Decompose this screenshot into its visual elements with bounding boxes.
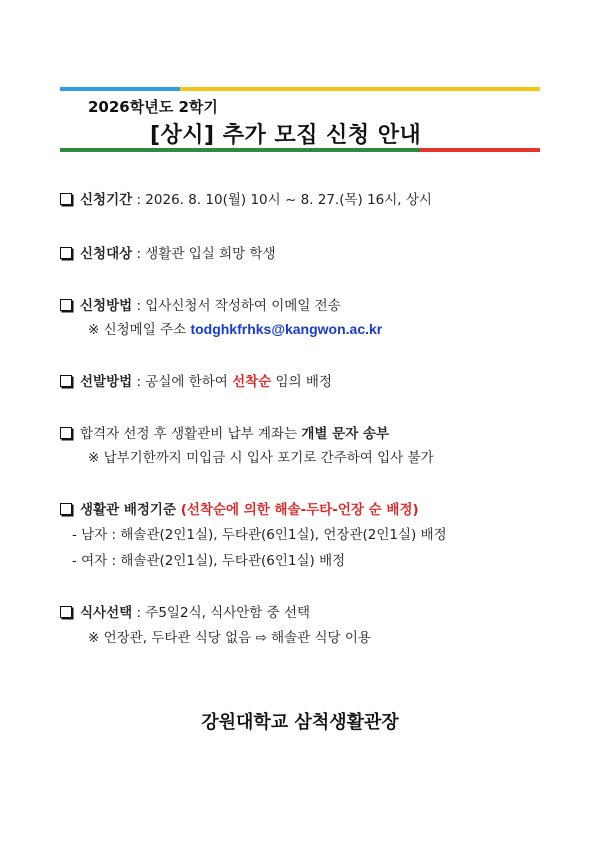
color-segment — [180, 148, 300, 152]
item-target — [60, 242, 276, 262]
color-segment — [180, 87, 300, 91]
item-text: 임의 배정 — [271, 374, 333, 390]
checkbox-bullet-icon — [60, 606, 72, 618]
header-bottom-color-bar — [60, 148, 540, 152]
color-segment — [60, 87, 180, 91]
item-label: 선발방법 — [80, 374, 133, 390]
item-assignment — [60, 498, 419, 518]
page-subtitle: 2026학년도 2학기 — [88, 98, 218, 116]
checkbox-bullet-icon — [60, 299, 72, 311]
issuer-signature: 강원대학교 삼척생활관장 — [201, 712, 399, 733]
item-label: 신청대상 — [80, 246, 133, 262]
item-label: 신청기간 — [80, 192, 133, 208]
item-text: : 주5일2식, 식사안함 중 선택 — [132, 605, 311, 621]
item-period — [60, 188, 432, 208]
color-segment — [420, 148, 540, 152]
color-segment — [60, 148, 180, 152]
item-method — [60, 294, 341, 314]
item-text: : 생활관 입실 희망 학생 — [132, 246, 276, 262]
header-top-color-bar — [60, 87, 540, 91]
item-text: : 2026. 8. 10(월) 10시 ~ 8. 27.(목) 16시, 상시 — [132, 192, 432, 208]
color-segment — [300, 148, 420, 152]
page-title: [상시] 추가 모집 신청 안내 — [150, 123, 422, 148]
payment-note: ※ 납부기한까지 미입금 시 입사 포기로 간주하여 입사 불가 — [88, 450, 434, 466]
checkbox-bullet-icon — [60, 193, 72, 205]
item-text: : 입사신청서 작성하여 이메일 전송 — [132, 298, 341, 314]
checkbox-bullet-icon — [60, 503, 72, 515]
note-prefix: ※ 신청메일 주소 — [88, 322, 191, 338]
color-segment — [300, 87, 420, 91]
color-segment — [420, 87, 540, 91]
checkbox-bullet-icon — [60, 427, 72, 439]
item-label: 식사선택 — [80, 605, 133, 621]
checkbox-bullet-icon — [60, 247, 72, 259]
checkbox-bullet-icon — [60, 375, 72, 387]
assignment-female: - 여자 : 해솔관(2인1실), 두타관(6인1실) 배정 — [72, 553, 346, 569]
item-selection — [60, 370, 332, 390]
highlight-text: (선착순에 의한 해솔-두타-언장 순 배정) — [176, 502, 419, 518]
item-payment — [60, 422, 389, 442]
method-note — [88, 318, 382, 338]
item-text: 합격자 선정 후 생활관비 납부 계좌는 — [80, 426, 302, 442]
item-label: 생활관 배정기준 — [80, 502, 176, 518]
item-label: 신청방법 — [80, 298, 133, 314]
item-meal — [60, 601, 310, 621]
assignment-male: - 남자 : 해솔관(2인1실), 두타관(6인1실), 언장관(2인1실) 배정 — [72, 527, 447, 543]
meal-note: ※ 언장관, 두타관 식당 없음 ⇨ 해솔관 식당 이용 — [88, 630, 371, 646]
bold-text: 개별 문자 송부 — [301, 426, 390, 442]
item-text: : 공실에 한하여 — [132, 374, 233, 390]
email-link[interactable]: todghkfrhks@kangwon.ac.kr — [190, 321, 383, 337]
highlight-text: 선착순 — [232, 374, 272, 390]
